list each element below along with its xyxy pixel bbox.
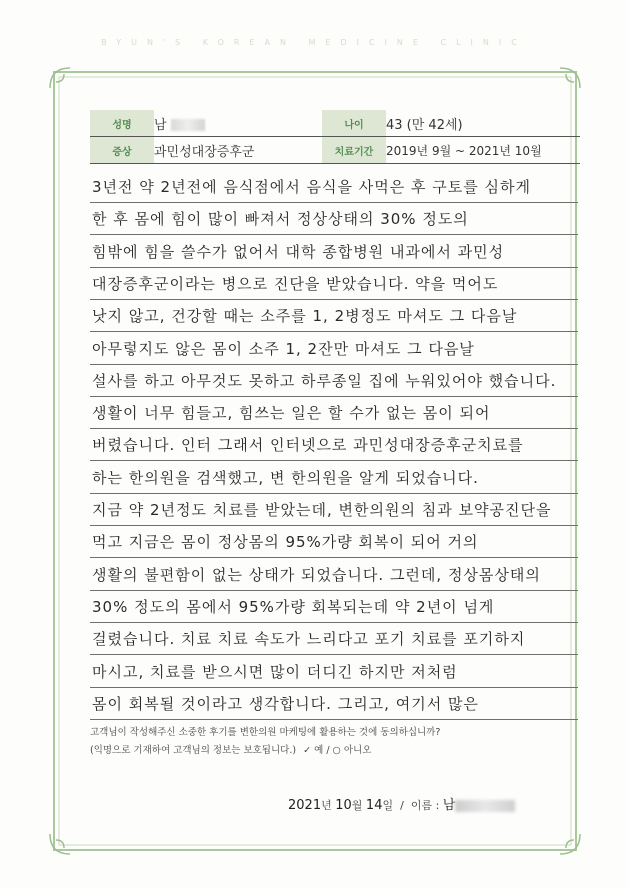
- period-value: 2019년 9월 ~ 2021년 10월: [386, 137, 580, 164]
- ruled-line: [90, 331, 578, 332]
- consent-note: (익명으로 기재하여 고객님의 정보는 보호됩니다.): [90, 745, 297, 756]
- review-line: 생활의 불편함이 없는 상태가 되었습니다. 그런데, 정상몸상태의: [92, 565, 541, 584]
- ruled-line: [90, 687, 578, 688]
- ruled-line: [90, 202, 578, 203]
- period-label: 치료기간: [322, 137, 386, 164]
- consent-no-label: 아니오: [343, 745, 372, 756]
- ruled-line: [90, 493, 578, 494]
- review-line: 설사를 하고 아무것도 못하고 하루종일 집에 누워있어야 했습니다.: [92, 371, 557, 390]
- ruled-line: [90, 654, 578, 655]
- ruled-line: [90, 622, 578, 623]
- signature-day: 14: [365, 798, 383, 813]
- consent-question: 고객님이 작성해주신 소중한 후기를 변한의원 마케팅에 활용하는 것에 동의하십니까?: [90, 727, 441, 738]
- review-line: 30% 정도의 몸에서 95%가량 회복되는데 약 2년이 넘게: [92, 597, 495, 616]
- signature-line: [288, 794, 515, 813]
- symptom-label: 증상: [90, 137, 154, 164]
- clinic-watermark: BYUN'S KOREAN MEDICINE CLINIC: [101, 38, 527, 47]
- ruled-line: [90, 267, 578, 268]
- review-line: 한 후 몸에 힘이 많이 빠져서 정상상태의 30% 정도의: [92, 210, 469, 229]
- review-line: 먹고 지금은 몸이 정상몸의 95%가량 회복이 되어 거의: [92, 533, 479, 552]
- review-line: 3년전 약 2년전에 음식점에서 음식을 사먹은 후 구토를 심하게: [92, 178, 531, 196]
- signature-month: 10: [335, 798, 352, 813]
- symptom-value: 과민성대장증후군: [154, 137, 322, 164]
- name-label: 성명: [90, 110, 154, 137]
- signature-year: 2021: [288, 798, 322, 813]
- age-value: 43 (만 42세): [386, 110, 580, 137]
- review-line: 힘밖에 힘을 쓸수가 없어서 대학 종합병원 내과에서 과민성: [92, 242, 505, 261]
- ruled-line: [90, 590, 578, 591]
- ruled-line: [90, 299, 578, 300]
- consent-yes-label: 예: [314, 745, 324, 756]
- ruled-line: [90, 234, 578, 235]
- consent-row: [90, 742, 371, 756]
- ruled-line: [90, 460, 578, 461]
- review-line: 몸이 회복될 것이라고 생각합니다. 그리고, 여기서 많은: [92, 694, 479, 713]
- signature-name-label: 이름 :: [410, 799, 440, 812]
- review-line: 버렸습니다. 인터 그래서 인터넷으로 과민성대장증후군치료를: [92, 436, 524, 455]
- name-value: 남: [154, 117, 167, 133]
- review-line: 낫지 않고, 건강할 때는 소주를 1, 2병정도 마셔도 그 다음날: [92, 307, 518, 326]
- review-line: 아무렇지도 않은 몸이 소주 1, 2잔만 마셔도 그 다음날: [92, 339, 475, 358]
- redacted-name: [171, 119, 205, 131]
- redacted-signature: [455, 800, 515, 812]
- ruled-line: [90, 428, 578, 429]
- ruled-line: [90, 557, 578, 558]
- consent-separator: /: [326, 745, 330, 756]
- year-unit: 년: [321, 799, 332, 812]
- review-line: 하는 한의원을 검색했고, 변 한의원을 알게 되었습니다.: [92, 468, 479, 487]
- signature-slash: /: [400, 799, 404, 812]
- ruled-line: [90, 364, 578, 365]
- age-label: 나이: [322, 110, 386, 137]
- review-line: 생활이 너무 힘들고, 힘쓰는 일은 할 수가 없는 몸이 되어: [92, 404, 491, 423]
- ruled-line: [90, 525, 578, 526]
- consent-no-radio-icon[interactable]: ○: [332, 745, 341, 756]
- review-line: 지금 약 2년정도 치료를 받았는데, 변한의원의 침과 보약공진단을: [92, 501, 552, 519]
- review-line: 걸렸습니다. 치료 치료 속도가 느리다고 포기 치료를 포기하지: [92, 630, 526, 649]
- consent-yes-check-icon[interactable]: ✓: [303, 745, 312, 756]
- info-table: [90, 110, 580, 164]
- ruled-line: [90, 396, 578, 397]
- month-unit: 월: [351, 799, 363, 812]
- name-field: [154, 110, 322, 137]
- review-line: 마시고, 치료를 받으시면 많이 더디긴 하지만 저처럼: [92, 662, 458, 681]
- day-unit: 일: [382, 799, 394, 812]
- signature-name: 남: [442, 798, 456, 813]
- ruled-line: [90, 719, 578, 720]
- review-line: 대장증후군이라는 병으로 진단을 받았습니다. 약을 먹어도: [92, 274, 499, 293]
